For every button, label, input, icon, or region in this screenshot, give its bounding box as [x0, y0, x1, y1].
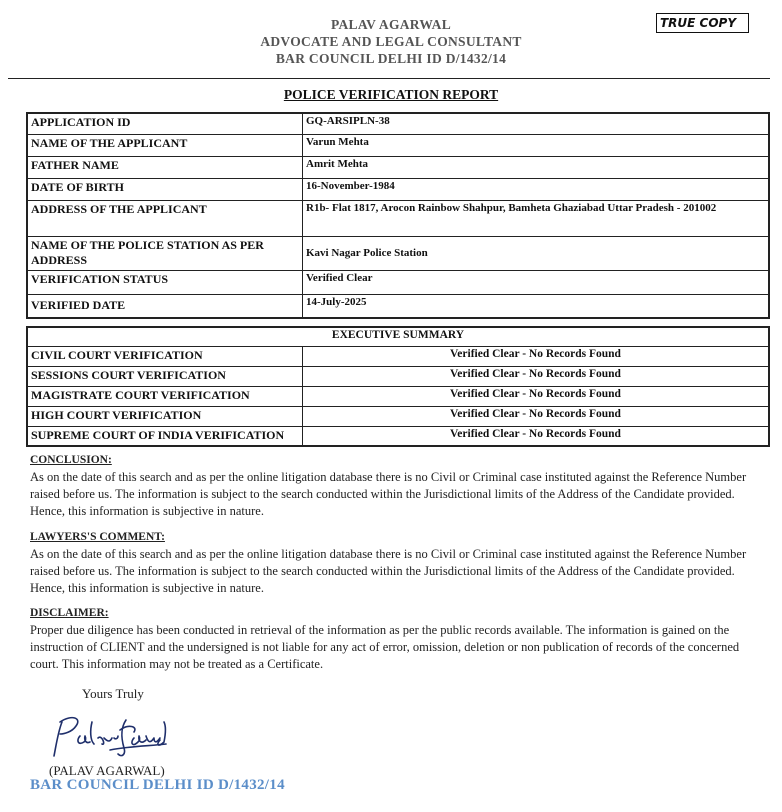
signatory-bar-id: BAR COUNCIL DELHI ID D/1432/14	[30, 777, 285, 793]
lawyers-comment-heading: LAWYERS'S COMMENT:	[30, 531, 165, 543]
header-divider	[8, 78, 770, 79]
row-label: ADDRESS OF THE APPLICANT	[27, 200, 303, 236]
summary-heading: EXECUTIVE SUMMARY	[27, 327, 769, 346]
row-value: GQ-ARSIPLN-38	[303, 113, 770, 134]
table-row	[27, 236, 769, 270]
true-copy-stamp: TRUE COPY	[656, 13, 749, 33]
report-title: POLICE VERIFICATION REPORT	[283, 87, 499, 102]
row-value: 16-November-1984	[303, 178, 770, 200]
court-label: HIGH COURT VERIFICATION	[27, 406, 303, 426]
lawyers-comment-text: As on the date of this search and as per the online litigation database there is no Civil or Criminal case instituted against the Reference Number raised before us. The information is subject to the search conducted within the Jurisdictional limits of the Address of the Candidate provided. Hence, this information is subjective in nature.	[30, 547, 747, 595]
handwritten-signature	[50, 708, 170, 765]
row-label: VERIFICATION STATUS	[27, 270, 303, 294]
row-label: APPLICATION ID	[27, 113, 303, 134]
lawyers-comment-section	[30, 529, 760, 597]
table-row	[27, 156, 769, 178]
row-value: Kavi Nagar Police Station	[303, 236, 770, 270]
table-header-row	[27, 327, 769, 346]
conclusion-heading: CONCLUSION:	[30, 454, 112, 466]
disclaimer-heading: DISCLAIMER:	[30, 607, 109, 619]
row-value: Verified Clear	[303, 270, 770, 294]
row-label: VERIFIED DATE	[27, 294, 303, 318]
row-value: Varun Mehta	[303, 134, 770, 156]
row-value: 14-July-2025	[303, 294, 770, 318]
court-status: Verified Clear - No Records Found	[303, 426, 770, 446]
conclusion-text: As on the date of this search and as per the online litigation database there is no Civil or Criminal case instituted against the Reference Number raised before us. The information is subject to the search conducted within the Jurisdictional limits of the Address of the Candidate provided. Hence, this information is subjective in nature.	[30, 470, 747, 518]
court-label: CIVIL COURT VERIFICATION	[27, 346, 303, 366]
table-row	[27, 294, 769, 318]
table-row	[27, 406, 769, 426]
table-row	[27, 178, 769, 200]
court-label: MAGISTRATE COURT VERIFICATION	[27, 386, 303, 406]
court-status: Verified Clear - No Records Found	[303, 386, 770, 406]
court-status: Verified Clear - No Records Found	[303, 406, 770, 426]
details-table	[26, 112, 770, 319]
advocate-designation: ADVOCATE AND LEGAL CONSULTANT	[260, 34, 522, 49]
row-label: NAME OF THE APPLICANT	[27, 134, 303, 156]
court-status: Verified Clear - No Records Found	[303, 366, 770, 386]
row-label: DATE OF BIRTH	[27, 178, 303, 200]
disclaimer-section	[30, 605, 760, 673]
table-row	[27, 134, 769, 156]
row-value: Amrit Mehta	[303, 156, 770, 178]
advocate-bar-id: BAR COUNCIL DELHI ID D/1432/14	[275, 51, 507, 66]
signatory-name: (PALAV AGARWAL)	[49, 763, 165, 778]
table-row	[27, 346, 769, 366]
table-row	[27, 366, 769, 386]
conclusion-section	[30, 452, 760, 520]
closing-text: Yours Truly	[82, 686, 144, 701]
court-label: SESSIONS COURT VERIFICATION	[27, 366, 303, 386]
row-value: R1b- Flat 1817, Arocon Rainbow Shahpur, Bamheta Ghaziabad Uttar Pradesh - 201002	[303, 200, 770, 236]
table-row	[27, 426, 769, 446]
court-label: SUPREME COURT OF INDIA VERIFICATION	[27, 426, 303, 446]
disclaimer-text: Proper due diligence has been conducted in retrieval of the information as per the public records available. The information is gained on the instruction of CLIENT and the undersigned is not liable for any act of error, omission, deletion or non publication of records of the concerned court. This information may not be treated as a Certificate.	[30, 623, 740, 671]
table-row	[27, 113, 769, 134]
table-row	[27, 270, 769, 294]
row-label: NAME OF THE POLICE STATION AS PER ADDRESS	[27, 236, 303, 270]
executive-summary-table	[26, 326, 770, 447]
court-status: Verified Clear - No Records Found	[303, 346, 770, 366]
advocate-name: PALAV AGARWAL	[330, 17, 452, 32]
table-row	[27, 386, 769, 406]
row-label: FATHER NAME	[27, 156, 303, 178]
table-row	[27, 200, 769, 236]
